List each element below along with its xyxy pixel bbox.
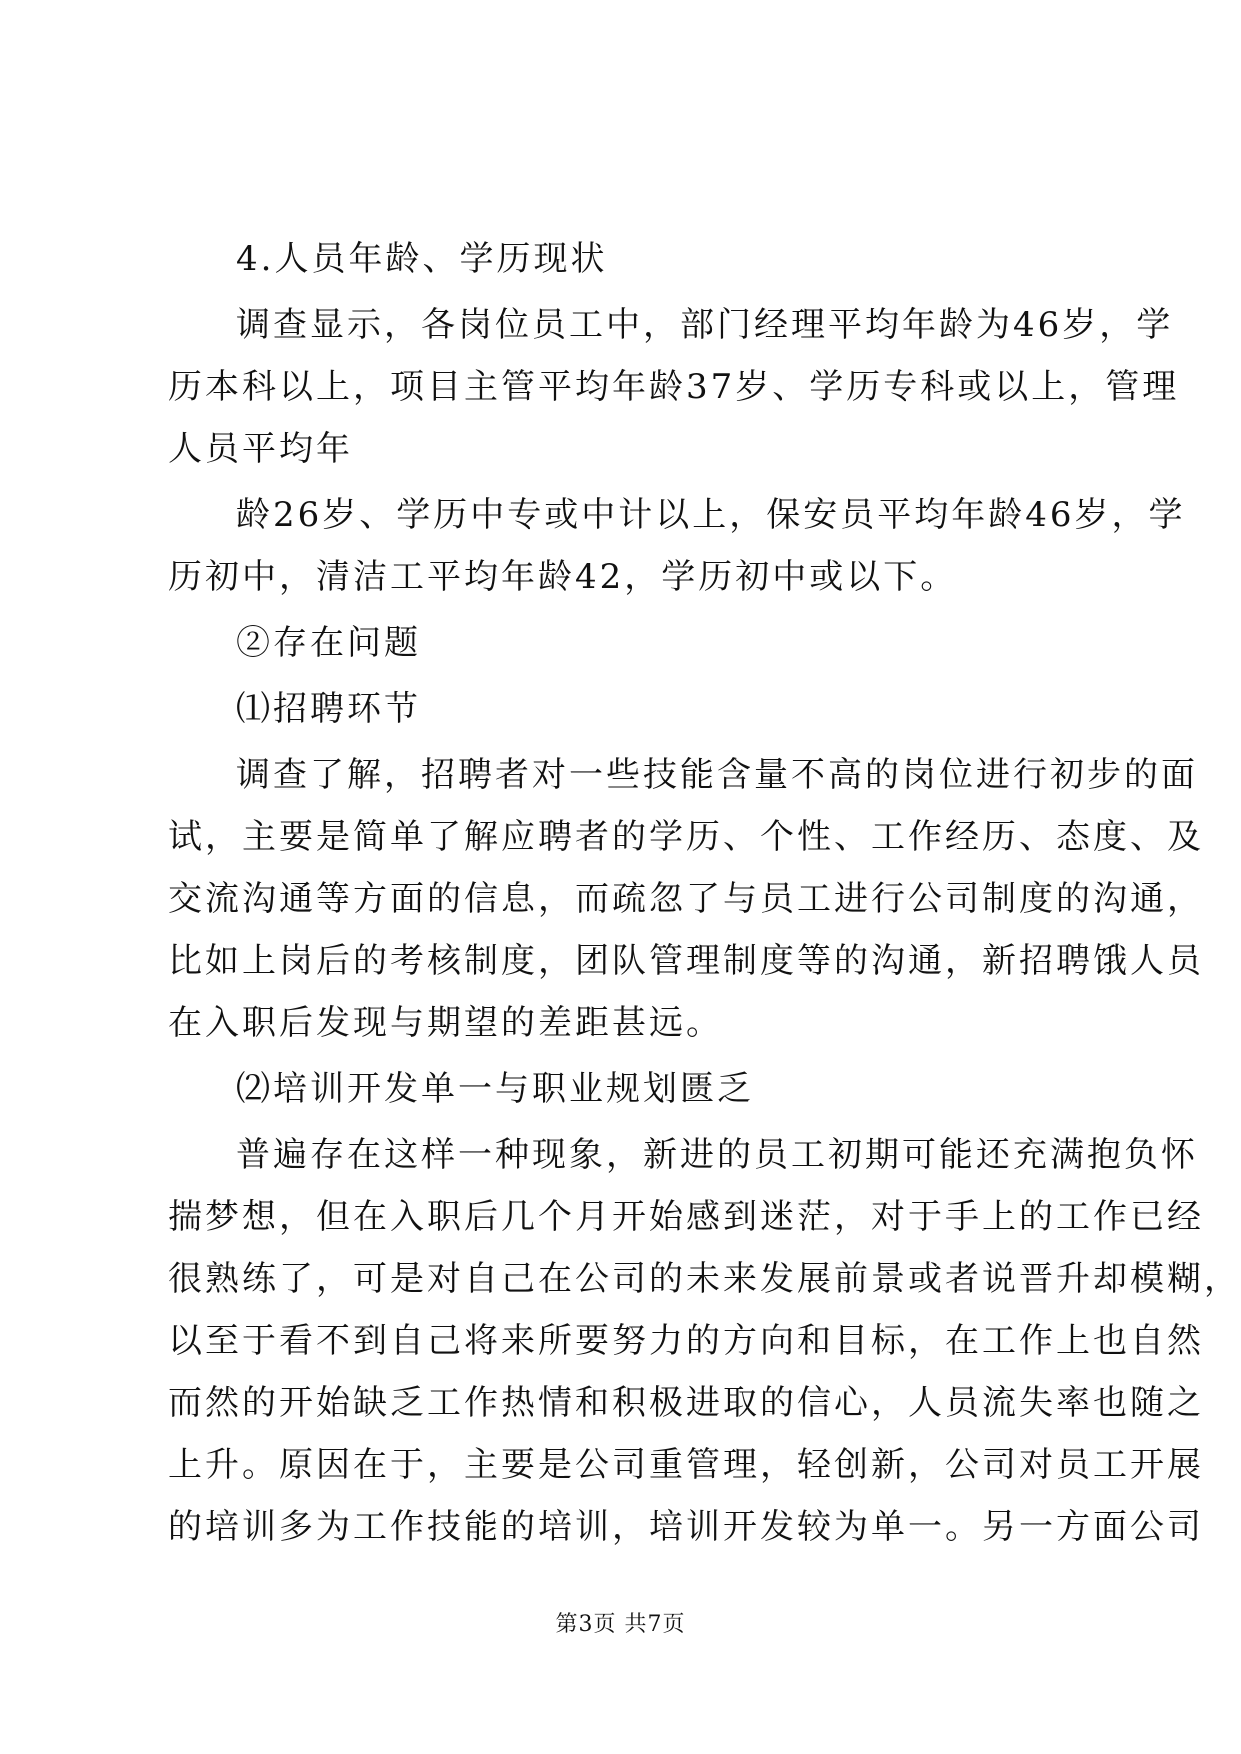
paragraph-line: 试，主要是简单了解应聘者的学历、个性、工作经历、态度、及 (168, 817, 1204, 857)
paragraph-line: 普遍存在这样一种现象，新进的员工初期可能还充满抱负怀 (236, 1135, 1198, 1175)
paragraph-line: 的培训多为工作技能的培训，培训开发较为单一。另一方面公司 (168, 1507, 1204, 1547)
paragraph-line: 历本科以上，项目主管平均年龄37岁、学历专科或以上，管理 (168, 367, 1180, 407)
paragraph-line: 调查显示，各岗位员工中，部门经理平均年龄为46岁，学 (236, 305, 1174, 345)
paragraph-line: 人员平均年 (168, 429, 353, 469)
paragraph-line: 龄26岁、学历中专或中计以上，保安员平均年龄46岁，学 (236, 495, 1186, 535)
paragraph-line: 在入职后发现与期望的差距甚远。 (168, 1003, 723, 1043)
document-body (168, 228, 1241, 1558)
subheading-training: ⑵培训开发单一与职业规划匮乏 (236, 1069, 754, 1109)
paragraph-line: 调查了解，招聘者对一些技能含量不高的岗位进行初步的面 (236, 755, 1198, 795)
paragraph-line: 交流沟通等方面的信息，而疏忽了与员工进行公司制度的沟通， (168, 879, 1204, 919)
paragraph-line: 比如上岗后的考核制度，团队管理制度等的沟通，新招聘饿人员 (168, 941, 1204, 981)
paragraph-line: 以至于看不到自己将来所要努力的方向和目标，在工作上也自然 (168, 1321, 1204, 1361)
subheading-recruitment: ⑴招聘环节 (236, 689, 421, 729)
paragraph-line: 上升。原因在于，主要是公司重管理，轻创新，公司对员工开展 (168, 1445, 1204, 1485)
section-heading-problems: ②存在问题 (236, 623, 421, 663)
paragraph-line: 而然的开始缺乏工作热情和积极进取的信心，人员流失率也随之 (168, 1383, 1204, 1423)
page-number-footer: 第3页 共7页 (555, 1612, 686, 1637)
paragraph-line: 揣梦想，但在入职后几个月开始感到迷茫，对于手上的工作已经 (168, 1197, 1204, 1237)
paragraph-line: 很熟练了，可是对自己在公司的未来发展前景或者说晋升却模糊， (168, 1259, 1241, 1299)
section-heading-age-education: 4.人员年龄、学历现状 (236, 239, 608, 279)
paragraph-line: 历初中，清洁工平均年龄42，学历初中或以下。 (168, 557, 958, 597)
